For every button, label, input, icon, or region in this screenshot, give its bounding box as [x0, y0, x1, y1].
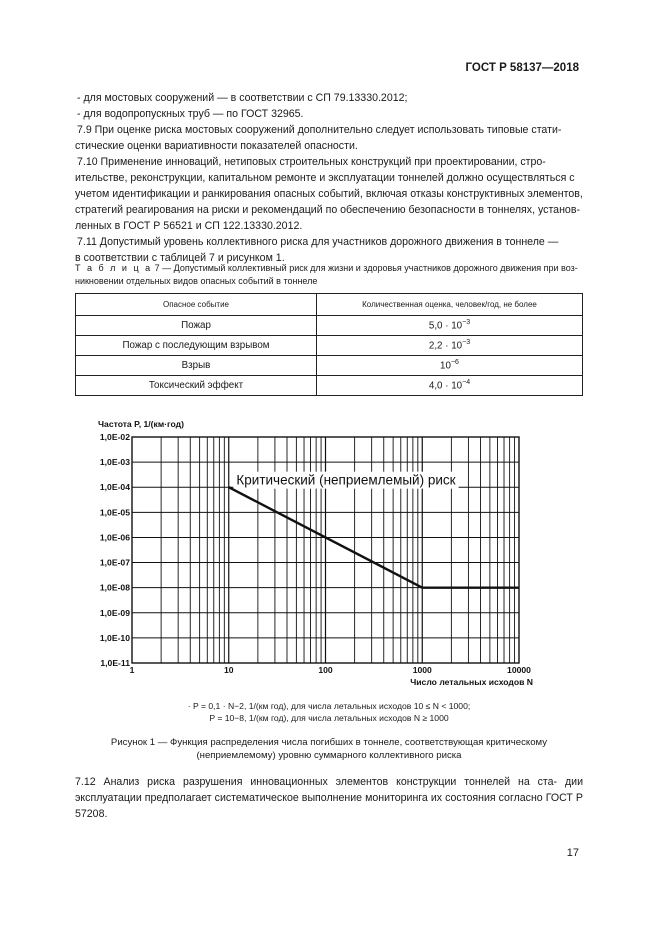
table-caption	[75, 262, 583, 288]
table-caption-text: 7 — Допустимый коллективный риск для жизни и здоровья участников дорожного движения при воз-	[152, 263, 578, 273]
table-header-cell: Количественная оценка, человек/год, не более	[317, 294, 583, 316]
x-tick-label: 10	[223, 665, 234, 675]
figure-caption: Рисунок 1 — Функция распределения числа погибших в тоннеле, соответствующая критическому (неприемлемому) уровню суммарного коллективного риска	[110, 737, 548, 761]
risk-table	[75, 293, 583, 396]
paragraph-line: стические оценки вариативности показателей опасности.	[75, 140, 358, 152]
table-row	[76, 376, 583, 396]
paragraph-line: ительстве, реконструкции, капитальном ремонте и эксплуатации тоннелей должно осуществляться с	[75, 172, 575, 184]
x-tick-label: 1	[129, 665, 135, 675]
table-row	[76, 316, 583, 336]
paragraph-line: 7.10 Применение инноваций, нетиповых строительных конструкций при проектировании, стро-	[77, 156, 546, 168]
paragraph-7-12: 7.12 Анализ риска разрушения инновационных элементов конструкции тоннелей на ста- дии эксплуатации предполагает систематическое выполнение мониторинга их состояния согласно ГОСТ Р 57208.	[75, 776, 583, 820]
table-caption-line2: никновении отдельных видов опасных событий в тоннеле	[75, 276, 318, 286]
table-caption-prefix: Т а б л и ц а	[75, 263, 153, 273]
table-cell-event: Пожар с последующим взрывом	[76, 336, 317, 356]
formula-block	[75, 700, 583, 724]
page-number: 17	[566, 847, 579, 859]
y-tick-label: 1,0E-11	[100, 658, 130, 668]
table-header-cell: Опасное событие	[76, 294, 317, 316]
table-cell-event: Взрыв	[76, 356, 317, 376]
y-tick-label: 1,0E-05	[99, 507, 130, 518]
paragraph-line: в соответствии с таблицей 7 и рисунком 1.	[75, 252, 285, 264]
table-cell-value: $2,2 \cdot 10^{-3}$	[317, 336, 583, 356]
paragraph-line: 7.9 При оценке риска мостовых сооружений дополнительно следует использовать типовые стати-	[77, 124, 562, 136]
paragraph-line: учетом идентификации и ранкирования опасных событий, включая отказы конструктивных элементов,	[75, 188, 583, 200]
table-cell-value: $4,0 \cdot 10^{-4}$	[317, 376, 583, 396]
formula-line: · P = 0,1 · N−2, 1/(км год), для числа летальных исходов 10 ≤ N < 1000;	[187, 701, 471, 711]
y-tick-label: 1,0E-09	[99, 607, 130, 618]
y-tick-label: 1,0E-08	[99, 582, 130, 593]
y-tick-label: 1,0E-10	[99, 632, 130, 643]
document-header: ГОСТ Р 58137—2018	[465, 62, 579, 74]
y-tick-label: 1,0E-03	[99, 457, 130, 468]
y-tick-label: 1,0E-06	[99, 532, 130, 543]
table-row	[76, 356, 583, 376]
paragraph-line: - для водопропускных труб — по ГОСТ 32965.	[77, 108, 304, 120]
table-cell-event: Токсический эффект	[76, 376, 317, 396]
y-axis-label: Частота P, 1/(км·год)	[98, 419, 184, 429]
paragraph-line: 7.11 Допустимый уровень коллективного риска для участников дорожного движения в тоннеле —	[77, 236, 559, 248]
y-tick-label: 1,0E-02	[99, 432, 130, 442]
body-text	[75, 90, 583, 266]
y-tick-label: 1,0E-04	[99, 482, 130, 493]
x-tick-label: 10000	[507, 665, 531, 675]
table-cell-value: $10^{-6}$	[317, 356, 583, 376]
formula-line: P = 10−8, 1/(км год), для числа летальных исходов N ≥ 1000	[209, 713, 449, 723]
table-header-row	[76, 294, 583, 316]
table-cell-event: Пожар	[76, 316, 317, 336]
paragraph-line: - для мостовых сооружений — в соответствии с СП 79.13330.2012;	[77, 92, 408, 104]
x-axis-label: Число летальных исходов N	[410, 677, 533, 687]
x-tick-label: 1000	[412, 665, 432, 675]
x-tick-label: 100	[318, 665, 333, 675]
paragraph-line: ленных в ГОСТ Р 56521 и СП 122.13330.2012.	[75, 220, 303, 232]
paragraph-line: стратегий реагирования на риски и рекомендаций по обеспечению безопасности в тоннелях, установ-	[75, 204, 580, 216]
y-tick-label: 1,0E-07	[99, 557, 130, 568]
table-cell-value: $5,0 \cdot 10^{-3}$	[317, 316, 583, 336]
risk-chart	[90, 415, 550, 690]
table-row	[76, 336, 583, 356]
chart-annotation: Критический (неприемлемый) риск	[236, 472, 456, 488]
